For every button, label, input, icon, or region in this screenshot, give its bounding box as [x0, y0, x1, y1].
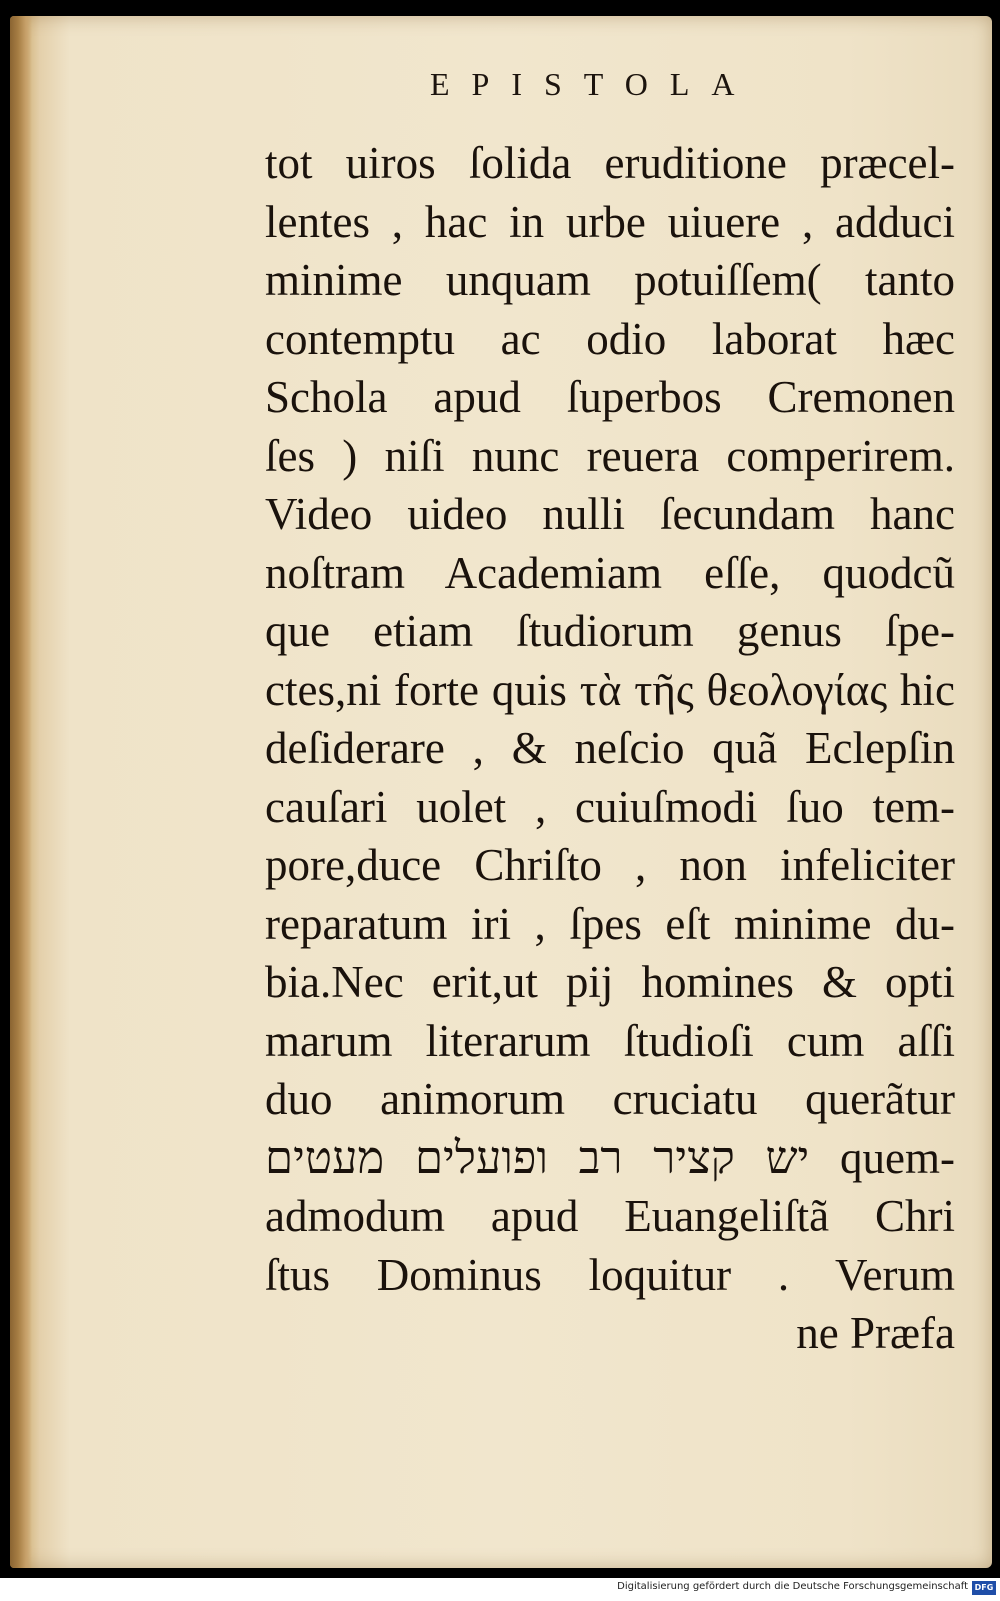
- text-line-12: cauſari uolet , cuiuſmodi ſuo tem-: [265, 781, 955, 832]
- running-head: EPISTOLA: [430, 66, 757, 102]
- text-line-3: minime unquam potuiſſem( tanto: [265, 255, 955, 305]
- funding-credit: Digitalisierung gefördert durch die Deutsche Forschungsgemeinschaft: [617, 1581, 968, 1592]
- text-line-15: bia.Nec erit,ut pij homines & opti: [265, 957, 955, 1007]
- text-line-5: Schola apud ſuperbos Cremonen: [265, 372, 955, 422]
- text-line-17: duo animorum cruciatu querãtur: [265, 1074, 955, 1124]
- text-line-1: tot uiros ſolida eruditione præcel-: [265, 138, 955, 188]
- page-gutter-edge: [10, 16, 32, 1568]
- body-text: [265, 134, 955, 1363]
- text-line-20: ſtus Dominus loquitur . Verum: [265, 1249, 955, 1300]
- text-line-9: que etiam ſtudiorum genus ſpe-: [265, 606, 955, 656]
- text-line-6: ſes ) niſi nunc reuera comperirem.: [265, 430, 955, 481]
- text-line-16: marum literarum ſtudioſi cum aſſi: [265, 1015, 955, 1066]
- text-line-4: contemptu ac odio laborat hæc: [265, 313, 955, 364]
- text-line-19: admodum apud Euangeliſtã Chri: [265, 1191, 955, 1241]
- digitization-footer: [0, 1578, 1000, 1601]
- text-line-18: יש קציר רב ופועלים מעטים quem-: [265, 1132, 956, 1183]
- text-line-11: deſiderare , & neſcio quã Eclepſin: [265, 723, 955, 773]
- text-line-2: lentes , hac in urbe uiuere , adduci: [265, 196, 955, 247]
- catchword-line: ne Præfa: [796, 1308, 955, 1358]
- text-line-14: reparatum iri , ſpes eſt minime du-: [265, 898, 955, 949]
- dfg-logo: DFG: [972, 1581, 996, 1595]
- text-line-13: pore,duce Chriſto , non infeliciter: [265, 840, 955, 890]
- text-line-8: noſtram Academiam eſſe, quodcũ: [265, 547, 955, 598]
- text-line-10: ctes,ni forte quis τὰ τῆς θεολογίας hic: [265, 664, 955, 715]
- book-page: [10, 16, 992, 1568]
- text-line-7: Video uideo nulli ſecundam hanc: [265, 489, 955, 539]
